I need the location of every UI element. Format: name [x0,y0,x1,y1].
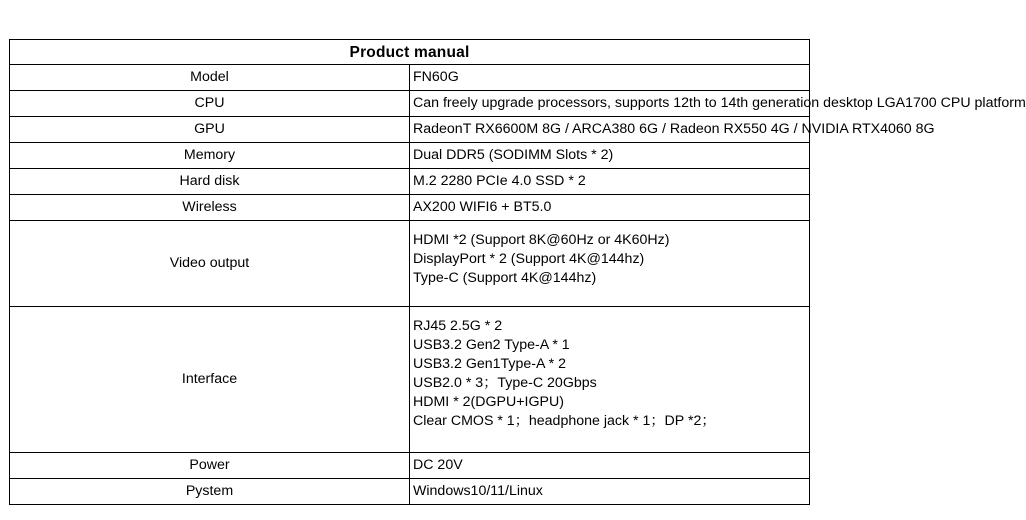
table-row-cpu [10,91,810,117]
table-row-memory [10,143,810,169]
row-value [410,307,810,453]
table-row-wireless [10,195,810,221]
row-label: Interface [10,307,410,453]
table-row-power [10,453,810,479]
row-label: GPU [10,117,410,143]
value-line: RJ45 2.5G * 2 [413,318,503,334]
row-value [410,195,810,221]
row-label: Model [10,65,410,91]
row-value [410,453,810,479]
row-label: Power [10,453,410,479]
value-line: USB3.2 Gen1Type-A * 2 [413,356,566,372]
value-line: Clear CMOS * 1；headphone jack * 1；DP *2； [413,413,716,429]
table-row-video-output [10,221,810,307]
table-title: Product manual [10,40,810,65]
row-value [410,65,810,91]
table-row-hard-disk [10,169,810,195]
value-line: AX200 WIFI6 + BT5.0 [413,199,552,215]
value-line: DC 20V [413,457,463,473]
row-value [410,143,810,169]
row-value [410,169,810,195]
table-row-system [10,479,810,505]
row-label: Wireless [10,195,410,221]
row-value [410,117,935,143]
value-line: USB3.2 Gen2 Type-A * 1 [413,337,570,353]
value-line: USB2.0 * 3；Type-C 20Gbps [413,375,597,391]
value-line: M.2 2280 PCIe 4.0 SSD * 2 [413,173,586,189]
row-label: Pystem [10,479,410,505]
row-label: Memory [10,143,410,169]
table-row-interface [10,307,810,453]
row-value [410,221,810,307]
value-line: DisplayPort * 2 (Support 4K@144hz) [413,251,645,267]
value-line: Type-C (Support 4K@144hz) [413,270,597,286]
row-value [410,91,1026,117]
row-label: Video output [10,221,410,307]
value-line: FN60G [413,69,459,85]
row-value [410,479,810,505]
value-line: Dual DDR5 (SODIMM Slots * 2) [413,147,614,163]
table-row-model [10,65,810,91]
title-row [10,40,810,65]
value-line: HDMI * 2(DGPU+IGPU) [413,394,564,410]
product-manual-table [9,39,1026,505]
table-row-gpu [10,117,810,143]
row-label: CPU [10,91,410,117]
value-line: HDMI *2 (Support 8K@60Hz or 4K60Hz) [413,232,670,248]
row-label: Hard disk [10,169,410,195]
value-line: Can freely upgrade processors, supports 12th to 14th generation desktop LGA1700 CPU platform [413,95,1026,111]
value-line: Windows10/11/Linux [413,483,543,499]
value-line: RadeonT RX6600M 8G / ARCA380 6G / Radeon RX550 4G / NVIDIA RTX4060 8G [413,121,935,137]
